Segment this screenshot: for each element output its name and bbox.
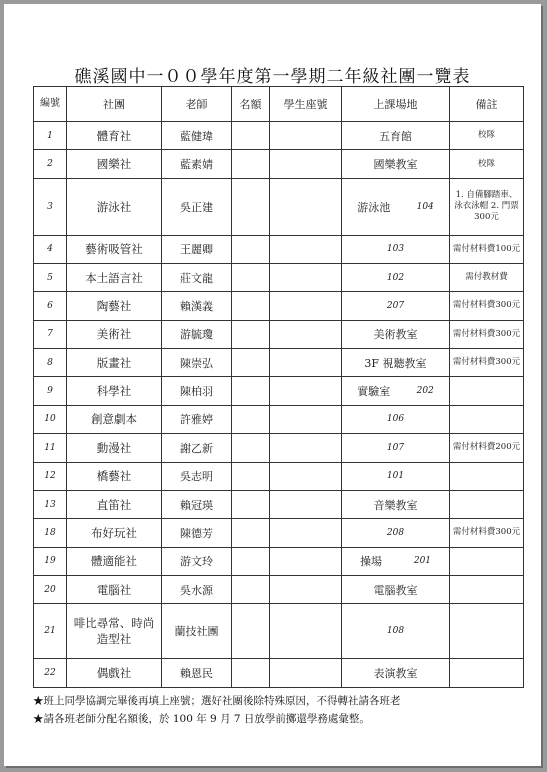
table-row xyxy=(34,462,524,490)
venue-name: 實驗室 xyxy=(357,385,391,399)
row-teacher: 莊文龍 xyxy=(162,263,232,291)
row-seat xyxy=(270,659,342,688)
row-club: 國樂社 xyxy=(67,150,162,178)
row-number: 4 xyxy=(34,235,67,263)
row-venue: 107 xyxy=(342,434,450,462)
row-teacher: 王麗卿 xyxy=(162,235,232,263)
table-row xyxy=(34,150,524,178)
row-remark: 需付材料費300元 xyxy=(450,349,524,377)
row-venue: 207 xyxy=(342,292,450,320)
row-teacher: 藍素婧 xyxy=(162,150,232,178)
row-venue: 103 xyxy=(342,235,450,263)
row-venue: 音樂教室 xyxy=(342,490,450,518)
row-venue: 108 xyxy=(342,604,450,659)
row-venue: 101 xyxy=(342,462,450,490)
header-remark: 備註 xyxy=(450,87,524,122)
row-club: 電腦社 xyxy=(67,576,162,604)
table-row xyxy=(34,349,524,377)
row-remark: 需付材料費300元 xyxy=(450,292,524,320)
row-seat xyxy=(270,519,342,547)
row-number: 18 xyxy=(34,519,67,547)
row-teacher: 陳崇弘 xyxy=(162,349,232,377)
row-number: 19 xyxy=(34,547,67,575)
venue-room: 104 xyxy=(416,201,434,212)
row-club: 偶戲社 xyxy=(67,659,162,688)
table-row xyxy=(34,235,524,263)
row-quota xyxy=(232,462,270,490)
row-seat xyxy=(270,150,342,178)
club-roster-table xyxy=(33,86,524,688)
note-line: ★請各班老師分配名額後，於 100 年 9 月 7 日放學前擲還學務處彙整。 xyxy=(33,713,370,725)
row-teacher: 吳志明 xyxy=(162,462,232,490)
row-quota xyxy=(232,659,270,688)
row-remark xyxy=(450,576,524,604)
row-number: 6 xyxy=(34,292,67,320)
table-row xyxy=(34,434,524,462)
row-remark: 需付教材費 xyxy=(450,263,524,291)
row-quota xyxy=(232,122,270,150)
header-seat: 學生座號 xyxy=(270,87,342,122)
row-quota xyxy=(232,547,270,575)
row-seat xyxy=(270,349,342,377)
table-row xyxy=(34,490,524,518)
row-number: 7 xyxy=(34,320,67,348)
row-remark xyxy=(450,547,524,575)
row-venue: 表演教室 xyxy=(342,659,450,688)
row-remark: 1. 自備腳踏車、泳衣泳帽 2. 門票300元 xyxy=(450,178,524,235)
row-remark xyxy=(450,604,524,659)
row-teacher: 游毓瓊 xyxy=(162,320,232,348)
table-row xyxy=(34,659,524,688)
row-club: 動漫社 xyxy=(67,434,162,462)
row-quota xyxy=(232,263,270,291)
table-row xyxy=(34,547,524,575)
row-teacher: 賴冠瑛 xyxy=(162,490,232,518)
row-quota xyxy=(232,519,270,547)
row-seat xyxy=(270,263,342,291)
row-seat xyxy=(270,377,342,405)
row-seat xyxy=(270,178,342,235)
row-quota xyxy=(232,150,270,178)
row-club: 游泳社 xyxy=(67,178,162,235)
row-quota xyxy=(232,490,270,518)
row-number: 13 xyxy=(34,490,67,518)
row-seat xyxy=(270,576,342,604)
row-remark: 需付材料費100元 xyxy=(450,235,524,263)
row-seat xyxy=(270,434,342,462)
row-venue: 106 xyxy=(342,405,450,433)
row-club: 科學社 xyxy=(67,377,162,405)
table-row xyxy=(34,122,524,150)
row-number: 20 xyxy=(34,576,67,604)
row-teacher: 許雅婷 xyxy=(162,405,232,433)
row-venue: 國樂教室 xyxy=(342,150,450,178)
row-remark xyxy=(450,405,524,433)
row-teacher: 吳正建 xyxy=(162,178,232,235)
row-club: 布好玩社 xyxy=(67,519,162,547)
row-seat xyxy=(270,235,342,263)
row-number: 3 xyxy=(34,178,67,235)
notes-section xyxy=(33,692,523,728)
row-remark: 校隊 xyxy=(450,122,524,150)
row-remark: 需付材料費200元 xyxy=(450,434,524,462)
row-quota xyxy=(232,377,270,405)
table-row xyxy=(34,604,524,659)
header-teacher: 老師 xyxy=(162,87,232,122)
row-teacher: 游文玲 xyxy=(162,547,232,575)
header-quota: 名額 xyxy=(232,87,270,122)
document-page xyxy=(4,4,541,766)
row-venue xyxy=(342,178,450,235)
header-venue: 上課場地 xyxy=(342,87,450,122)
row-seat xyxy=(270,604,342,659)
row-seat xyxy=(270,547,342,575)
row-remark xyxy=(450,462,524,490)
table-row xyxy=(34,576,524,604)
row-quota xyxy=(232,178,270,235)
row-quota xyxy=(232,349,270,377)
table-row xyxy=(34,405,524,433)
row-remark xyxy=(450,490,524,518)
row-seat xyxy=(270,462,342,490)
row-number: 21 xyxy=(34,604,67,659)
row-venue: 3F 視聽教室 xyxy=(342,349,450,377)
table-row xyxy=(34,292,524,320)
row-teacher: 賴恩民 xyxy=(162,659,232,688)
note-line: ★班上同學協調完畢後再填上座號；選好社團後除特殊原因，不得轉社請各班老 xyxy=(33,695,401,707)
row-remark xyxy=(450,377,524,405)
row-club: 本土語言社 xyxy=(67,263,162,291)
row-quota xyxy=(232,292,270,320)
header-club: 社團 xyxy=(67,87,162,122)
row-club: 橋藝社 xyxy=(67,462,162,490)
row-teacher: 陳柏羽 xyxy=(162,377,232,405)
row-club: 直笛社 xyxy=(67,490,162,518)
row-seat xyxy=(270,405,342,433)
row-number: 22 xyxy=(34,659,67,688)
row-club: 啡比尋常、時尚造型社 xyxy=(67,604,162,659)
row-number: 10 xyxy=(34,405,67,433)
row-number: 8 xyxy=(34,349,67,377)
row-quota xyxy=(232,434,270,462)
row-teacher: 蘭技社團 xyxy=(162,604,232,659)
row-seat xyxy=(270,490,342,518)
table-row xyxy=(34,178,524,235)
row-club: 美術社 xyxy=(67,320,162,348)
page-title: 礁溪國中一００學年度第一學期二年級社團一覽表 xyxy=(74,67,471,87)
row-number: 1 xyxy=(34,122,67,150)
row-number: 9 xyxy=(34,377,67,405)
row-seat xyxy=(270,320,342,348)
venue-room: 201 xyxy=(413,556,432,567)
row-club: 版畫社 xyxy=(67,349,162,377)
table-row xyxy=(34,320,524,348)
row-quota xyxy=(232,235,270,263)
row-club: 體育社 xyxy=(67,122,162,150)
row-number: 2 xyxy=(34,150,67,178)
row-venue xyxy=(342,377,450,405)
row-teacher: 藍健瑋 xyxy=(162,122,232,150)
table-header-row xyxy=(34,87,524,122)
row-seat xyxy=(270,122,342,150)
venue-name: 游泳池 xyxy=(357,200,391,214)
venue-name: 操場 xyxy=(359,555,382,569)
row-quota xyxy=(232,320,270,348)
row-teacher: 謝乙新 xyxy=(162,434,232,462)
row-club: 創意劇本 xyxy=(67,405,162,433)
row-remark xyxy=(450,659,524,688)
row-remark: 校隊 xyxy=(450,150,524,178)
row-quota xyxy=(232,405,270,433)
table-row xyxy=(34,263,524,291)
table-row xyxy=(34,519,524,547)
row-remark: 需付材料費300元 xyxy=(450,320,524,348)
row-seat xyxy=(270,292,342,320)
row-venue: 美術教室 xyxy=(342,320,450,348)
row-club: 陶藝社 xyxy=(67,292,162,320)
table-row xyxy=(34,377,524,405)
row-remark: 需付材料費300元 xyxy=(450,519,524,547)
row-teacher: 賴漢義 xyxy=(162,292,232,320)
row-venue: 102 xyxy=(342,263,450,291)
row-quota xyxy=(232,576,270,604)
row-venue xyxy=(342,547,450,575)
row-teacher: 吳水源 xyxy=(162,576,232,604)
header-number: 編號 xyxy=(34,87,67,122)
row-venue: 208 xyxy=(342,519,450,547)
row-number: 12 xyxy=(34,462,67,490)
row-venue: 五育館 xyxy=(342,122,450,150)
row-club: 體適能社 xyxy=(67,547,162,575)
row-number: 5 xyxy=(34,263,67,291)
row-venue: 電腦教室 xyxy=(342,576,450,604)
venue-room: 202 xyxy=(416,386,434,397)
row-club: 藝術吸管社 xyxy=(67,235,162,263)
row-teacher: 陳德芳 xyxy=(162,519,232,547)
row-quota xyxy=(232,604,270,659)
row-number: 11 xyxy=(34,434,67,462)
